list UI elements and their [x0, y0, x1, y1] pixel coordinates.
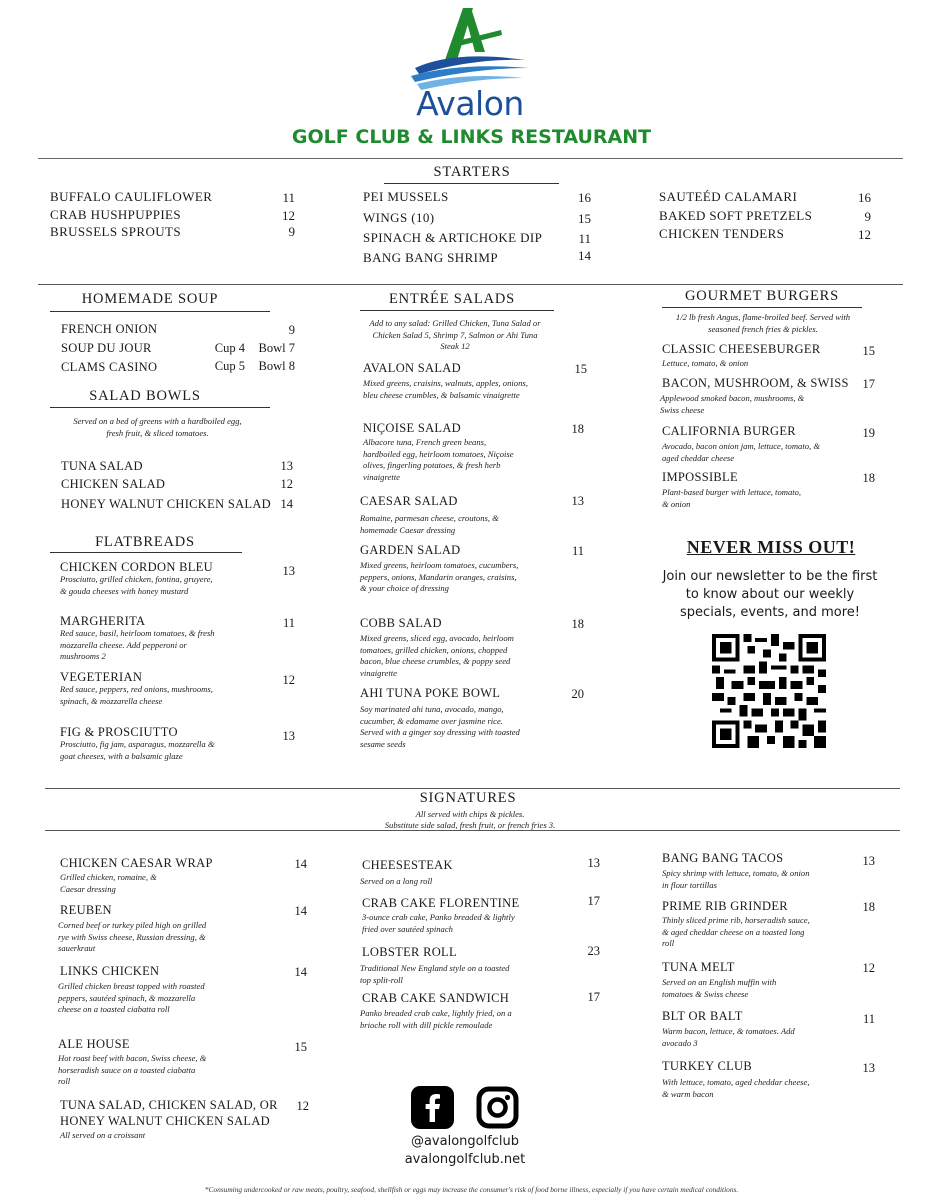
burger-price: 17 [862, 377, 875, 391]
starter-price: 11 [578, 231, 591, 246]
signature-price: 11 [862, 1012, 875, 1026]
burger-item: BACON, MUSHROOM, & SWISS [662, 376, 849, 390]
starters-underline [384, 183, 559, 184]
signature-price: 13 [587, 856, 600, 870]
burger-desc: Lettuce, tomato, & onion [662, 358, 749, 368]
starter-item: BAKED SOFT PRETZELS [659, 208, 813, 223]
newsletter-text: Join our newsletter to be the first to know about our weekly specials, events, and more! [662, 569, 878, 620]
signature-item: ALE HOUSE [58, 1037, 130, 1051]
signatures-note-1: All served with chips & pickles. [415, 809, 525, 819]
burger-item: IMPOSSIBLE [662, 470, 738, 484]
qr-code-icon[interactable] [712, 634, 826, 748]
section-divider [45, 830, 900, 831]
soup-cup: Cup 4 [214, 341, 245, 355]
section-divider [45, 788, 900, 789]
signature-price: 15 [294, 1040, 307, 1054]
signature-item: CRAB CAKE FLORENTINE [362, 896, 520, 910]
entree-salad-item: NIÇOISE SALAD [363, 421, 461, 435]
signature-price: 18 [862, 900, 875, 914]
burger-desc: Avocado, bacon onion jam, lettuce, tomato, & aged cheddar cheese [662, 441, 821, 463]
flatbread-price: 13 [282, 729, 295, 743]
signature-desc: Corned beef or turkey piled high on grilled rye with Swiss cheese, Russian dressing, & sauerkraut [58, 920, 207, 954]
entree-salad-desc: Mixed greens, sliced egg, avocado, heirloom tomatoes, grilled chicken, onions, chopped bacon, blue cheese crumbles, & poppy seed vinaigrette [360, 633, 514, 678]
signature-price: 14 [294, 904, 307, 918]
entree-salad-desc: Mixed greens, craisins, walnuts, apples, onions, bleu cheese crumbles, & balsamic vinaigrette [363, 378, 528, 400]
flatbread-price: 12 [282, 673, 295, 687]
soup-item: CLAMS CASINO [61, 360, 158, 374]
flatbread-price: 11 [282, 616, 295, 630]
signature-desc: All served on a croissant [60, 1130, 146, 1140]
salad-bowl-item: HONEY WALNUT CHICKEN SALAD [61, 497, 271, 511]
flatbread-item: MARGHERITA [60, 614, 146, 628]
signature-item: PRIME RIB GRINDER [662, 899, 788, 913]
flatbread-desc: Prosciutto, grilled chicken, fontina, gruyere, & gouda cheeses with honey mustard [60, 574, 213, 596]
brand-name: Avalon [416, 84, 524, 123]
entree-salad-price: 20 [571, 687, 584, 701]
signature-item: TUNA MELT [662, 960, 735, 974]
soup-underline [50, 311, 270, 312]
entree-salad-desc: Mixed greens, heirloom tomatoes, cucumbers, peppers, onions, Mandarin oranges, craisins, & your choice of dressing [360, 560, 519, 594]
burger-price: 19 [862, 426, 875, 440]
starter-price: 14 [578, 248, 591, 263]
signature-desc: Grilled chicken, romaine, & Caesar dressing [60, 872, 157, 894]
salad-bowl-item: TUNA SALAD [61, 459, 143, 473]
starters-title: STARTERS [433, 164, 511, 180]
entree-salad-price: 18 [571, 617, 584, 631]
salad-bowls-underline [50, 407, 270, 408]
signature-price: 12 [862, 961, 875, 975]
starter-price: 15 [578, 211, 591, 226]
signature-desc: Hot roast beef with bacon, Swiss cheese, & horseradish sauce on a toasted ciabatta roll [58, 1053, 207, 1087]
entree-salad-item: AVALON SALAD [363, 361, 461, 375]
soup-bowl: Bowl 7 [258, 341, 295, 355]
salad-bowl-price: 12 [280, 477, 293, 491]
burger-price: 18 [862, 471, 875, 485]
top-divider-left [38, 158, 903, 159]
social-handle[interactable]: @avalongolfclub [410, 1134, 520, 1149]
burgers-underline [662, 307, 862, 308]
signature-desc: Grilled chicken breast topped with roasted peppers, sautéed spinach, & mozzarella cheese on a toasted ciabatta roll [58, 981, 205, 1015]
signature-item-line2: HONEY WALNUT CHICKEN SALAD [60, 1114, 270, 1128]
starter-price: 12 [282, 208, 295, 223]
starter-price: 16 [858, 190, 871, 205]
flatbread-desc: Prosciutto, fig jam, asparagus, mozzarella & goat cheeses, with a balsamic glaze [60, 739, 215, 761]
signature-price: 12 [296, 1099, 309, 1113]
signature-item: CRAB CAKE SANDWICH [362, 991, 510, 1005]
signature-price: 13 [862, 1061, 875, 1075]
starter-item: BUFFALO CAULIFLOWER [50, 189, 213, 204]
brand-subtitle: GOLF CLUB & LINKS RESTAURANT [291, 126, 652, 148]
website-link[interactable]: avalongolfclub.net [404, 1152, 526, 1167]
food-safety-disclaimer: *Consuming undercooked or raw meats, poultry, seafood, shellfish or eggs may increase the consumer's risk of food borne illness, especially if you have certain medical conditions. [204, 1185, 739, 1194]
flatbread-desc: Red sauce, peppers, red onions, mushrooms, spinach, & mozzarella cheese [60, 684, 213, 706]
signature-item: TURKEY CLUB [662, 1059, 752, 1073]
signature-desc: With lettuce, tomato, aged cheddar cheese, & warm bacon [662, 1077, 810, 1099]
soup-item: SOUP DU JOUR [61, 341, 152, 355]
starter-item: BANG BANG SHRIMP [363, 250, 498, 265]
soup-title: HOMEMADE SOUP [81, 291, 219, 307]
section-divider [38, 284, 903, 285]
entree-salad-price: 18 [571, 422, 584, 436]
signature-price: 14 [294, 965, 307, 979]
entree-salads-underline [360, 310, 554, 311]
soup-bowl: Bowl 8 [258, 359, 295, 373]
signature-item: CHICKEN CAESAR WRAP [60, 856, 213, 870]
starter-item: CRAB HUSHPUPPIES [50, 207, 182, 222]
signature-desc: Traditional New England style on a toasted top split-roll [360, 963, 510, 985]
signature-price: 14 [294, 857, 307, 871]
burger-desc: Plant-based burger with lettuce, tomato, & onion [662, 487, 802, 509]
signature-price: 13 [862, 854, 875, 868]
starter-price: 11 [282, 190, 295, 205]
signature-price: 23 [587, 944, 600, 958]
flatbreads-title: FLATBREADS [95, 534, 195, 550]
instagram-icon[interactable] [476, 1086, 519, 1129]
starter-item: WINGS (10) [363, 210, 435, 225]
flatbreads-underline [50, 552, 242, 553]
signature-desc: Served on an English muffin with tomatoes & Swiss cheese [662, 977, 777, 999]
signature-item: TUNA SALAD, CHICKEN SALAD, OR [60, 1098, 278, 1112]
burgers-title: GOURMET BURGERS [685, 288, 839, 304]
logo [405, 4, 535, 124]
starter-price: 9 [864, 209, 871, 224]
starter-item: PEI MUSSELS [363, 189, 449, 204]
signature-item: BANG BANG TACOS [662, 851, 784, 865]
burgers-note: 1/2 lb fresh Angus, flame-broiled beef. Served with seasoned french fries & pickles. [675, 312, 851, 334]
facebook-glyph [411, 1086, 454, 1129]
starter-item: CHICKEN TENDERS [659, 226, 785, 241]
signatures-note-2: Substitute side salad, fresh fruit, or french fries 3. [384, 820, 556, 830]
signature-desc: Warm bacon, lettuce, & tomatoes. Add avocado 3 [662, 1026, 795, 1048]
entree-salad-price: 13 [571, 494, 584, 508]
signatures-title: SIGNATURES [419, 790, 517, 806]
entree-salad-item: AHI TUNA POKE BOWL [360, 686, 501, 700]
salad-bowl-price: 14 [280, 497, 293, 511]
starter-item: SAUTEÉD CALAMARI [659, 189, 798, 204]
starter-price: 9 [288, 224, 295, 239]
burger-item: CLASSIC CHEESEBURGER [662, 342, 821, 356]
signature-item: LOBSTER ROLL [362, 945, 457, 959]
flatbread-item: CHICKEN CORDON BLEU [60, 560, 213, 574]
flatbread-item: VEGETERIAN [60, 670, 143, 684]
signature-desc: Panko breaded crab cake, lightly fried, on a brioche roll with dill pickle remoulade [360, 1008, 512, 1030]
signature-price: 17 [587, 990, 600, 1004]
facebook-icon[interactable] [411, 1086, 454, 1129]
burger-item: CALIFORNIA BURGER [662, 424, 796, 438]
soup-cup: Cup 5 [214, 359, 245, 373]
flatbread-desc: Red sauce, basil, heirloom tomatoes, & fresh mozzarella cheese. Add pepperoni or mushrooms 2 [60, 628, 215, 662]
entree-salad-item: GARDEN SALAD [360, 543, 461, 557]
entree-salad-price: 15 [574, 362, 587, 376]
signature-desc: 3-ounce crab cake, Panko breaded & lightly fried over sautéed spinach [362, 912, 515, 934]
salad-bowls-note: Served on a bed of greens with a hardboiled egg, fresh fruit, & sliced tomatoes. [73, 416, 242, 438]
signature-desc: Spicy shrimp with lettuce, tomato, & onion in flour tortillas [662, 868, 810, 890]
signature-price: 17 [587, 894, 600, 908]
entree-salad-price: 11 [571, 544, 584, 558]
signature-desc: Served on a long roll [360, 876, 433, 886]
signature-desc: Thinly sliced prime rib, horseradish sauce, & aged cheddar cheese on a toasted long roll [662, 915, 810, 949]
salad-bowl-item: CHICKEN SALAD [61, 477, 166, 491]
burger-price: 15 [862, 344, 875, 358]
signature-item: BLT OR BALT [662, 1009, 743, 1023]
instagram-glyph [476, 1086, 519, 1129]
salad-bowl-price: 13 [280, 459, 293, 473]
entree-salad-desc: Romaine, parmesan cheese, croutons, & homemade Caesar dressing [360, 513, 499, 535]
soup-price: 9 [288, 323, 295, 337]
signature-item: REUBEN [60, 903, 112, 917]
flatbread-item: FIG & PROSCIUTTO [60, 725, 178, 739]
signature-item: CHEESESTEAK [362, 858, 453, 872]
starter-item: SPINACH & ARTICHOKE DIP [363, 230, 543, 245]
entree-salads-title: ENTRÉE SALADS [389, 291, 515, 307]
soup-item: FRENCH ONION [61, 322, 158, 336]
starter-item: BRUSSELS SPROUTS [50, 224, 182, 239]
salad-bowls-title: SALAD BOWLS [89, 388, 201, 404]
entree-salad-item: CAESAR SALAD [360, 494, 458, 508]
starter-price: 16 [578, 190, 591, 205]
entree-salad-item: COBB SALAD [360, 616, 442, 630]
signature-item: LINKS CHICKEN [60, 964, 160, 978]
newsletter-title: NEVER MISS OUT! [686, 537, 856, 557]
entree-salad-desc: Soy marinated ahi tuna, avocado, mango, cucumber, & edamame over jasmine rice. Served with a ginger soy dressing with toasted sesame seeds [360, 704, 520, 749]
avalon-logo-mark [405, 4, 535, 94]
flatbread-price: 13 [282, 564, 295, 578]
entree-salads-note: Add to any salad: Grilled Chicken, Tuna Salad or Chicken Salad 5, Shrimp 7, Salmon or Ahi Tuna Steak 12 [369, 318, 541, 352]
starter-price: 12 [858, 227, 871, 242]
entree-salad-desc: Albacore tuna, French green beans, hardboiled egg, heirloom tomatoes, Niçoise olives, fingerling potatoes, & fresh herb vinaigrette [363, 437, 514, 482]
burger-desc: Applewood smoked bacon, mushrooms, & Swiss cheese [660, 393, 805, 415]
